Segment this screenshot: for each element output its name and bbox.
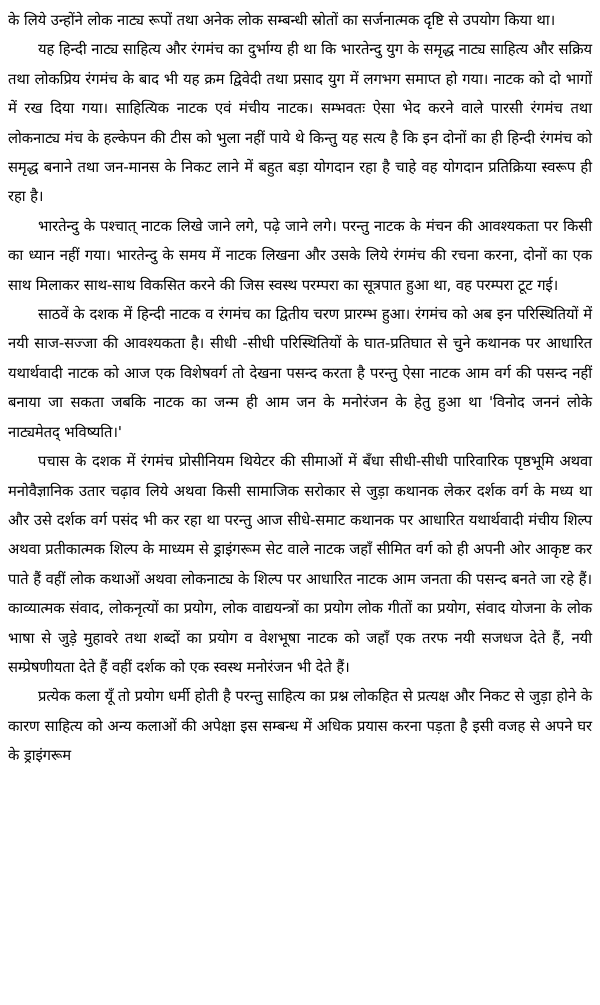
paragraph: प्रत्येक कला यूँ तो प्रयोग धर्मी होती है परन्तु साहित्य का प्रश्न लोकहित से प्रत्यक्ष और निकट से जुड़ा होने के कारण साहित्य को अन्य कलाओं की अपेक्षा इस सम्बन्ध में अधिक प्रयास करना पड़ता है इसी वजह से अपने घर के ड्राइंगरूम	[8, 688, 592, 765]
paragraph: भारतेन्दु के पश्चात् नाटक लिखे जाने लगे, पढ़े जाने लगे। परन्तु नाटक के मंचन की आवश्यकता पर किसी का ध्यान नहीं गया। भारतेन्दु के समय में नाटक लिखना और उसके लिये रंगमंच की रचना करना, दोनों का एक साथ मिलाकर साथ-साथ विकसित करने की जिस स्वस्थ परम्परा का सूत्रपात हुआ था, वह परम्परा टूट गई।	[8, 217, 592, 294]
paragraph: यह हिन्दी नाट्य साहित्य और रंगमंच का दुर्भाग्य ही था कि भारतेन्दु युग के समृद्ध नाट्य साहित्य और सक्रिय तथा लोकप्रिय रंगमंच के बाद भी यह क्रम द्विवेदी तथा प्रसाद युग में लगभग समाप्त हो गया। नाटक को दो भागों में रख दिया गया। साहित्यिक नाटक एवं मंचीय नाटक। सम्भवतः ऐसा भेद करने वाले पारसी रंगमंच तथा लोकनाट्य मंच के हल्केपन की टीस को भुला नहीं पाये थे किन्तु यह सत्य है कि इन दोनों का ही हिन्दी रंगमंच को समृद्ध बनाने तथा जन-मानस के निकट लाने में बहुत बड़ा योगदान रहा है चाहे वह योगदान प्रतिक्रिया स्वरूप ही रहा है।	[8, 41, 592, 206]
paragraph: पचास के दशक में रंगमंच प्रोसीनियम थियेटर की सीमाओं में बँधा सीधी-सीधी पारिवारिक पृष्ठभूमि अथवा मनोवैज्ञानिक उतार चढ़ाव लिये अथवा किसी सामाजिक सरोकार से जुड़ा कथानक लेकर दर्शक वर्ग के मध्य था और उसे दर्शक वर्ग पसंद भी कर रहा था परन्तु आज सीधे-समाट कथानक पर आधारित यथार्थवादी मंचीय शिल्प अथवा प्रतीकात्मक शिल्प के माध्यम से ड्राइंगरूम सेट वाले नाटक जहाँ सीमित वर्ग को ही अपनी ओर आकृष्ट कर पाते हैं वहीं लोक कथाओं अथवा लोकनाट्य के शिल्प पर आधारित नाटक आम जनता की पसन्द बनते जा रहे हैं। काव्यात्मक संवाद, लोकनृत्यों का प्रयोग, लोक वाद्ययन्त्रों का प्रयोग लोक गीतों का प्रयोग, संवाद योजना के लोक भाषा से जुड़े मुहावरे तथा शब्दों का प्रयोग व वेशभूषा नाटक को जहाँ एक तरफ नयी सजधज देते हैं, नयी सम्प्रेषणीयता देते हैं वहीं दर्शक को एक स्वस्थ मनोरंजन भी देते हैं।	[8, 453, 592, 676]
paragraph: साठवें के दशक में हिन्दी नाटक व रंगमंच का द्वितीय चरण प्रारम्भ हुआ। रंगमंच को अब इन परिस्थितियों में नयी साज-सज्जा की आवश्यकता है। सीधी -सीधी परिस्थितियों के घात-प्रतिघात से चुने कथानक पर आधारित यथार्थवादी नाटक को आज एक विशेषवर्ग तो देखना पसन्द करता है परन्तु ऐसा नाटक आम वर्ग की पसन्द नहीं बनाया जा सकता जबकि नाटक का जन्म ही आम जन के मनोरंजन के हेतु हुआ था 'विनोद जननं लोके नाट्यमेतद् भविष्यति।'	[8, 306, 592, 441]
paragraph-continuation: के लिये उन्होंने लोक नाट्य रूपों तथा अनेक लोक सम्बन्धी स्रोतों का सर्जनात्मक दृष्टि से उपयोग किया था।	[8, 12, 556, 29]
